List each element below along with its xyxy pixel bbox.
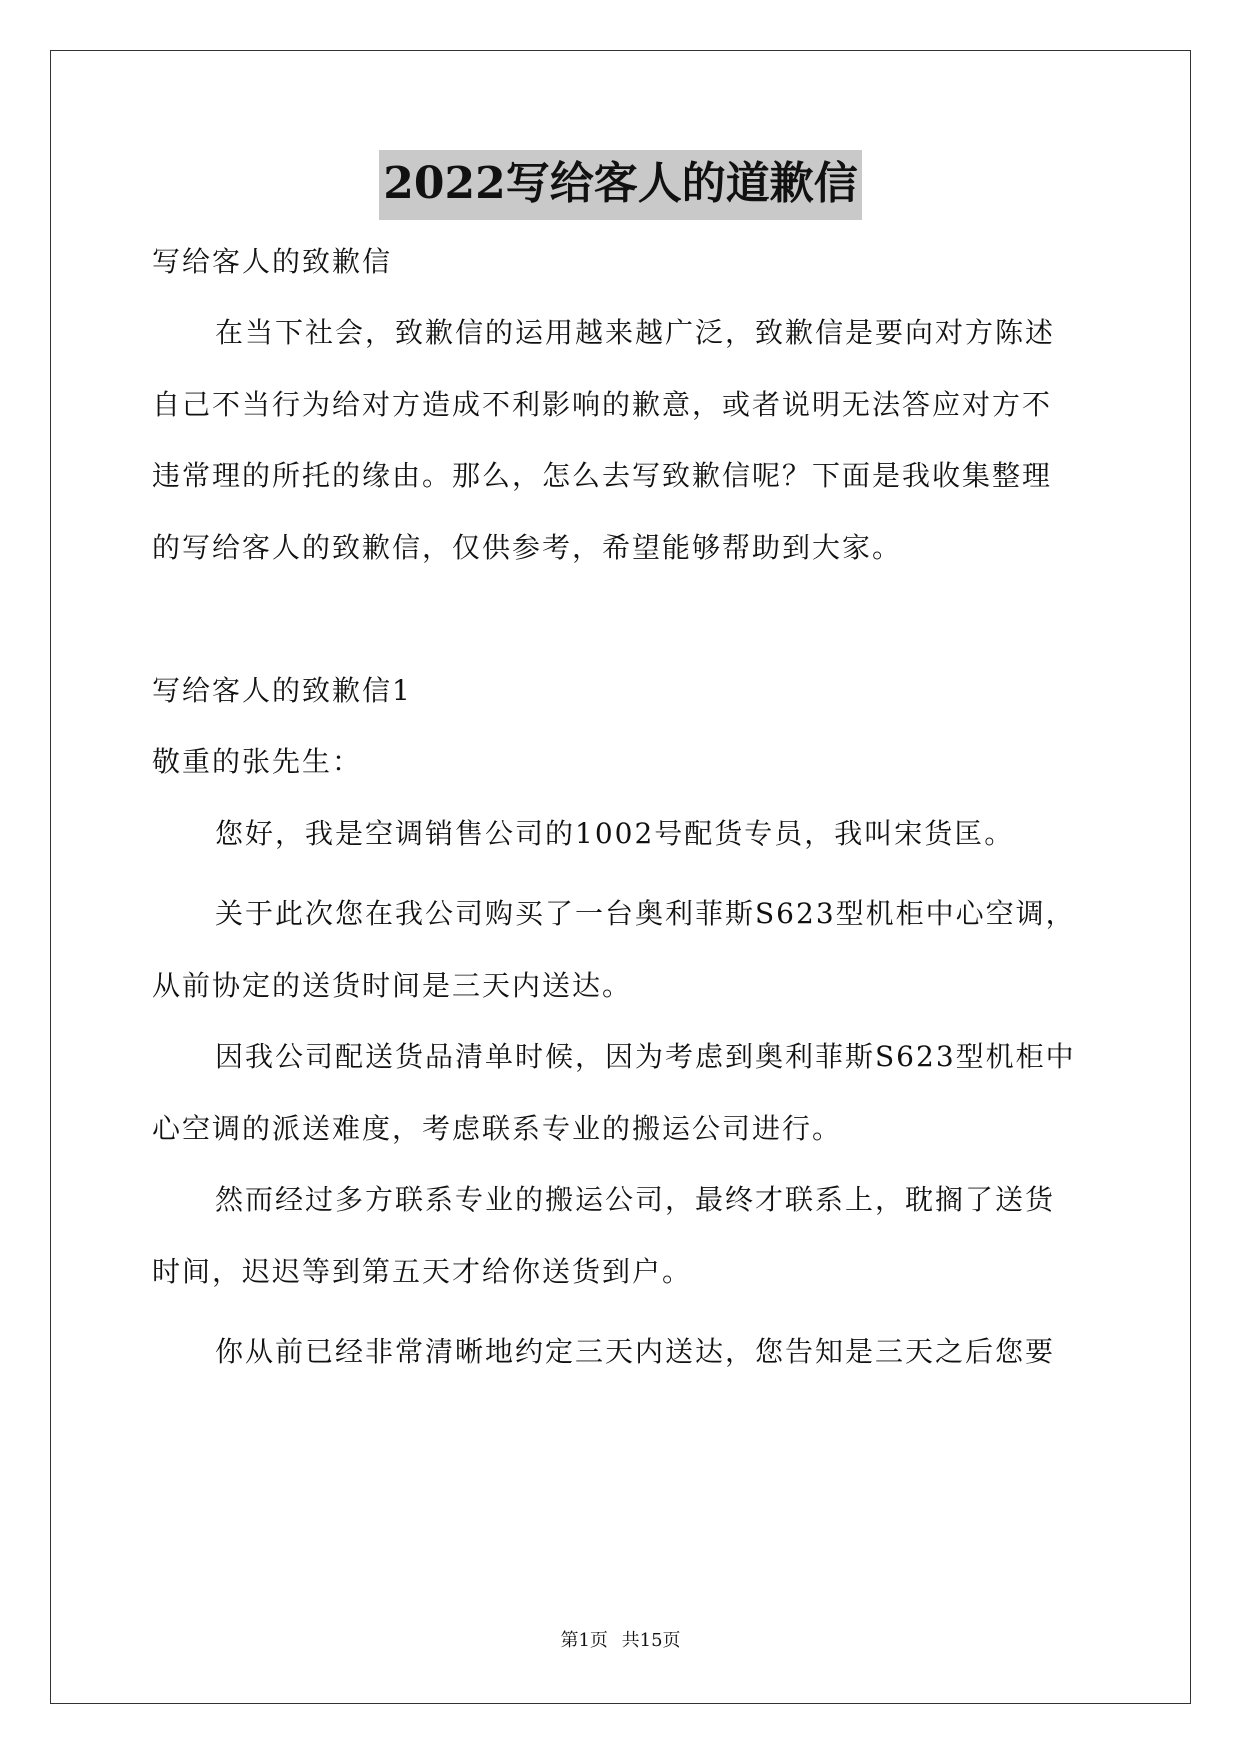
- body-line: 在当下社会，致歉信的运用越来越广泛，致歉信是要向对方陈述: [215, 316, 1056, 349]
- page-number: 第1页: [560, 1630, 608, 1651]
- body-line: 然而经过多方联系专业的搬运公司，最终才联系上，耽搁了送货: [215, 1183, 1056, 1216]
- body-line: 写给客人的致歉信: [152, 245, 393, 278]
- body-line: 因我公司配送货品清单时候，因为考虑到奥利菲斯S623型机柜中: [215, 1040, 1076, 1073]
- body-line: 违常理的所托的缘由。那么，怎么去写致歉信呢？下面是我收集整理: [152, 459, 1053, 492]
- body-line: 您好，我是空调销售公司的1002号配货专员，我叫宋货匡。: [215, 817, 1015, 850]
- body-line: 关于此次您在我公司购买了一台奥利菲斯S623型机柜中心空调，: [215, 897, 1076, 930]
- document-title: 2022写给客人的道歉信: [379, 150, 861, 220]
- body-line: 从前协定的送货时间是三天内送达。: [152, 969, 633, 1002]
- body-line: 你从前已经非常清晰地约定三天内送达，您告知是三天之后您要: [215, 1335, 1056, 1368]
- section-heading: 写给客人的致歉信1: [152, 674, 412, 707]
- body-line: 的写给客人的致歉信，仅供参考，希望能够帮助到大家。: [152, 531, 903, 564]
- body-line: 心空调的派送难度，考虑联系专业的搬运公司进行。: [152, 1112, 843, 1145]
- page-total: 共15页: [621, 1630, 681, 1651]
- page-footer: [0, 1626, 1241, 1652]
- body-line: 时间，迟迟等到第五天才给你送货到户。: [152, 1255, 693, 1288]
- body-line: 自己不当行为给对方造成不利影响的歉意，或者说明无法答应对方不: [152, 388, 1053, 421]
- page-border: [50, 50, 1191, 1704]
- title-container: [0, 150, 1241, 220]
- salutation: 敬重的张先生：: [152, 745, 363, 778]
